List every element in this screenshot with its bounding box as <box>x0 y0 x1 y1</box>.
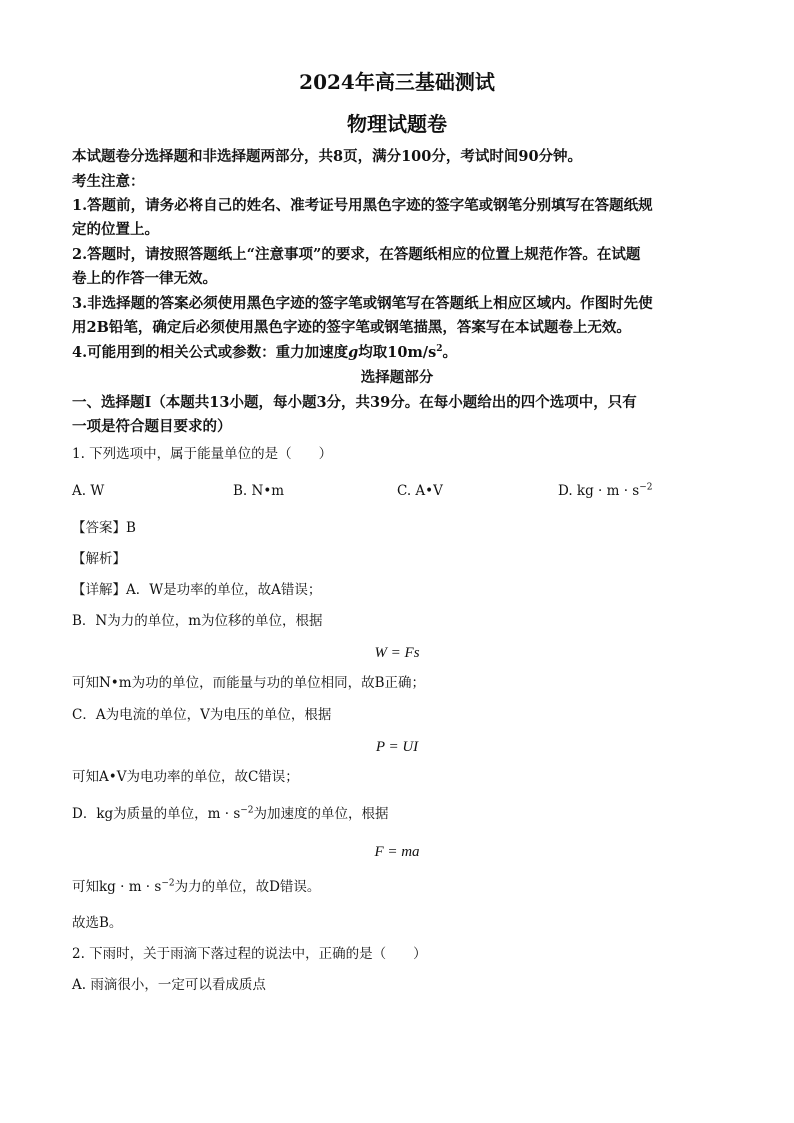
gravity-symbol: g <box>348 344 359 361</box>
notice-item-2-line-2: 卷上的作答一律无效。 <box>72 270 217 287</box>
q1-option-d-conclusion <box>72 878 321 895</box>
q1-option-d-conclusion-pre: 可知kg · m · s <box>72 879 162 895</box>
q1-option-b-reasoning: B．N为力的单位，m为位移的单位，根据 <box>72 613 323 629</box>
notice-item-2-line-1: 2.答题时，请按照答题纸上“注意事项”的要求，在答题纸相应的位置上规范作答。在试题 <box>72 246 641 263</box>
exam-subtitle: 物理试题卷 <box>347 112 447 136</box>
notice-heading: 考生注意： <box>72 173 145 190</box>
formula-power: P = UI <box>375 739 419 755</box>
q1-stem: 1. 下列选项中，属于能量单位的是（ ） <box>72 446 333 462</box>
q1-option-d-reasoning <box>72 805 389 822</box>
q2-option-a: A. 雨滴很小，一定可以看成质点 <box>72 977 266 993</box>
q1-option-b-conclusion: 可知N•m为功的单位，而能量与功的单位相同，故B正确； <box>72 675 425 691</box>
notice-item-4 <box>72 346 457 361</box>
q1-option-c-conclusion: 可知A•V为电功率的单位，故C错误； <box>72 769 299 785</box>
q1-option-d-text: D. kg · m · s <box>558 483 640 499</box>
part1-heading-line-2: 一项是符合题目要求的） <box>72 418 232 435</box>
q1-option-c: C. A•V <box>397 483 443 499</box>
q1-option-d-conclusion-post: 为力的单位，故D错误。 <box>174 879 321 895</box>
q1-option-c-reasoning: C．A为电流的单位，V为电压的单位，根据 <box>72 707 332 723</box>
q1-option-d-conclusion-exponent: −2 <box>161 878 175 889</box>
q1-option-d <box>558 482 653 499</box>
notice-item-1-line-2: 定的位置上。 <box>72 221 159 238</box>
exam-title: 2024年高三基础测试 <box>299 70 495 94</box>
notice-item-3-line-2: 用2B铅笔，确定后必须使用黑色字迹的签字笔或钢笔描黑，答案写在本试题卷上无效。 <box>72 319 631 336</box>
q1-option-a: A. W <box>72 483 105 499</box>
q1-option-d-reasoning-post: 为加速度的单位，根据 <box>253 806 389 822</box>
formula-force: F = ma <box>374 844 420 860</box>
q1-option-b: B. N•m <box>233 483 285 499</box>
notice-item-4-suffix: 均取10m/s <box>358 344 437 361</box>
q1-option-d-reasoning-pre: D．kg为质量的单位，m · s <box>72 806 241 822</box>
notice-item-4-exponent: 2 <box>436 344 443 355</box>
formula-work: W = Fs <box>374 645 420 661</box>
notice-item-4-prefix: 4.可能用到的相关公式或参数：重力加速度 <box>72 344 349 361</box>
notice-item-3-line-1: 3.非选择题的答案必须使用黑色字迹的签字笔或钢笔写在答题纸上相应区域内。作图时先使 <box>72 295 653 312</box>
notice-item-4-end: 。 <box>442 344 458 361</box>
section-title: 选择题部分 <box>360 369 434 386</box>
part1-heading-line-1: 一、选择题Ⅰ（本题共13小题，每小题3分，共39分。在每小题给出的四个选项中，只有 <box>72 394 637 411</box>
q1-option-d-reasoning-exponent: −2 <box>240 805 254 816</box>
q1-detail: 【详解】A．W是功率的单位，故A错误； <box>72 582 322 598</box>
notice-intro: 本试题卷分选择题和非选择题两部分，共8页，满分100分，考试时间90分钟。 <box>72 148 583 165</box>
q1-answer: 【答案】B <box>72 520 136 536</box>
q1-analysis-label: 【解析】 <box>72 551 126 567</box>
notice-item-1-line-1: 1.答题前，请务必将自己的姓名、准考证号用黑色字迹的签字笔或钢笔分别填写在答题纸规 <box>72 197 653 214</box>
q1-final: 故选B。 <box>72 915 123 931</box>
q1-option-d-exponent: −2 <box>639 482 653 493</box>
q2-stem: 2. 下雨时，关于雨滴下落过程的说法中，正确的是（ ） <box>72 946 427 962</box>
